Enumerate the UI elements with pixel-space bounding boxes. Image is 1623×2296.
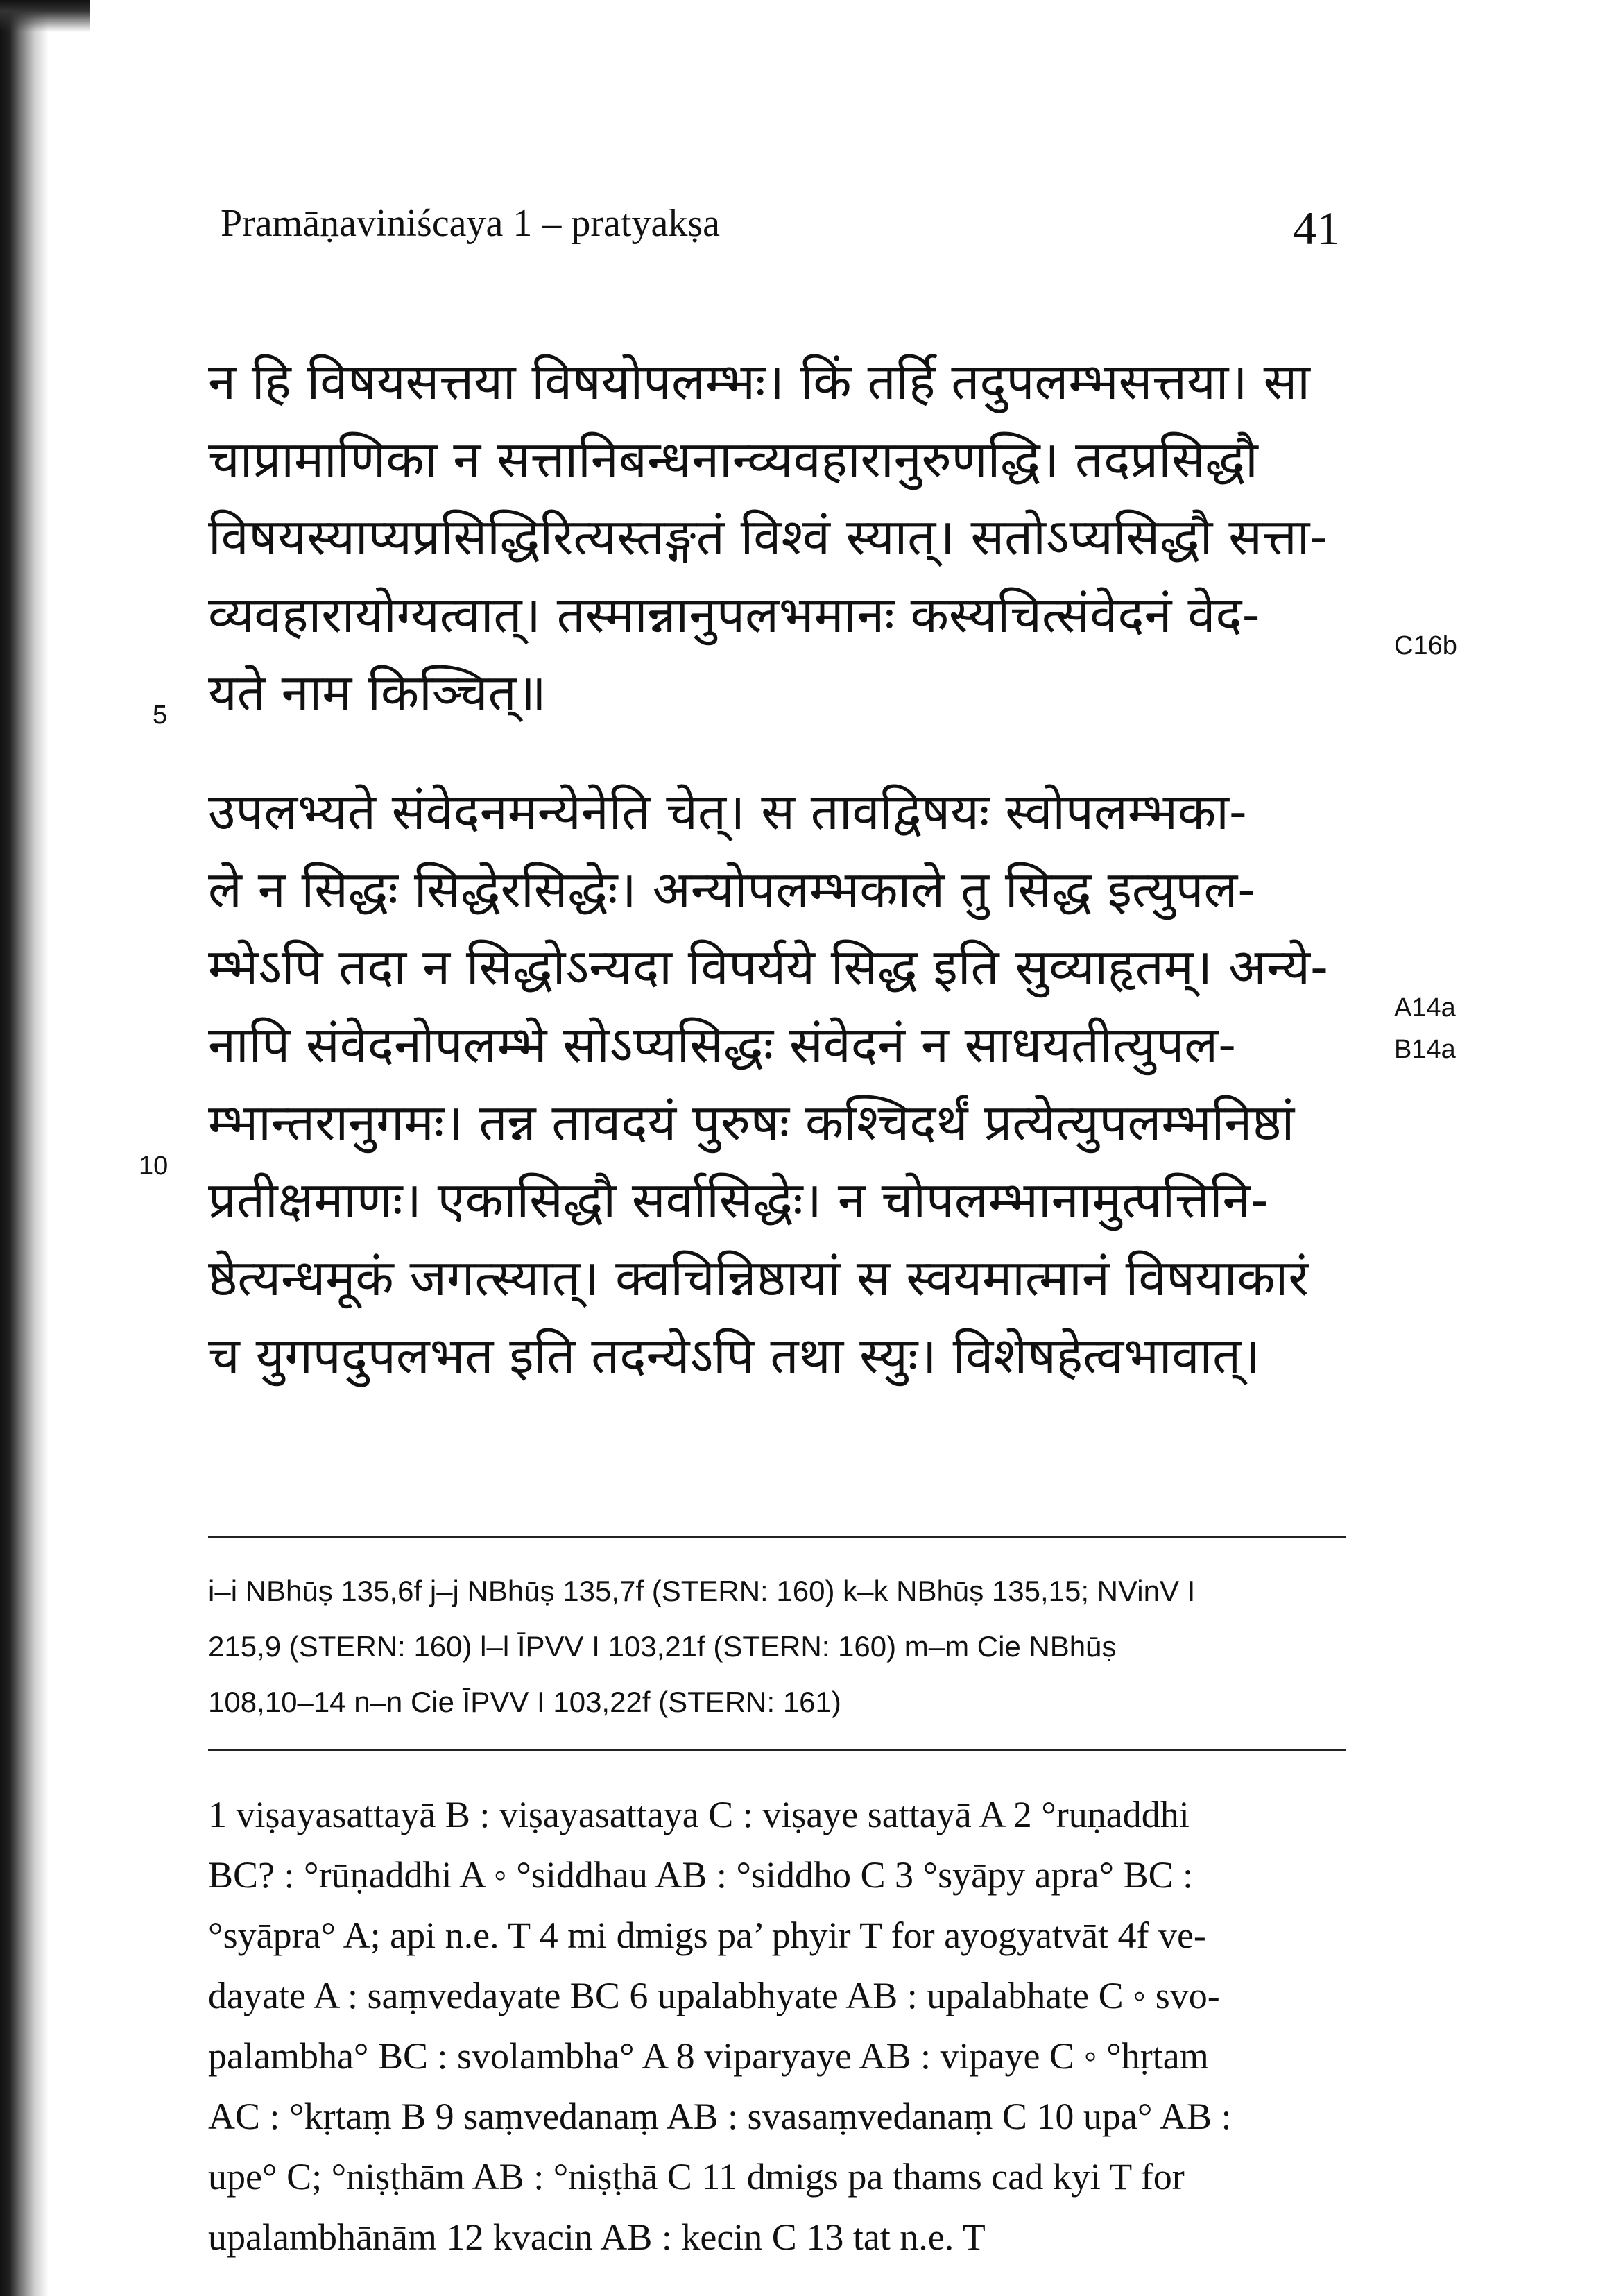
sanskrit-line: ले न सिद्धः सिद्धेरसिद्धेः। अन्योपलम्भकाले तु सिद्ध इत्युपल- — [208, 860, 1256, 918]
testimonia-line: 108,10–14 n–n Cie ĪPVV I 103,22f (STERN: 161) — [208, 1686, 841, 1718]
sanskrit-line: विषयस्याप्यप्रसिद्धिरित्यस्तङ्गतं विश्वं स्यात्। सतोऽप्यसिद्धौ सत्ता- — [208, 508, 1328, 566]
sanskrit-line: प्रतीक्षमाणः। एकासिद्धौ सर्वासिद्धेः। न चोपलम्भानामुत्पत्तिनि- — [208, 1171, 1269, 1229]
page-corner-shadow — [0, 0, 90, 42]
apparatus-line: upalambhānām 12 kvacin AB : kecin C 13 tat n.e. T — [208, 2216, 986, 2258]
sanskrit-line: न हि विषयसत्तया विषयोपलम्भः। किं तर्हि तदुपलम्भसत्तया। सा — [208, 352, 1310, 411]
line-number: 5 — [153, 701, 168, 730]
sanskrit-line: चाप्रामाणिका न सत्तानिबन्धनान्व्यवहारानुरुणद्धि। तदप्रसिद्धौ — [208, 430, 1258, 488]
sanskrit-line: नापि संवेदनोपलम्भे सोऽप्यसिद्धः संवेदनं न साधयतीत्युपल- — [208, 1016, 1237, 1074]
sanskrit-line: उपलभ्यते संवेदनमन्येनेति चेत्। स तावद्विषयः स्वोपलम्भका- — [208, 782, 1247, 841]
line-number: 10 — [139, 1151, 169, 1181]
sanskrit-line: म्भान्तरानुगमः। तन्न तावदयं पुरुषः कश्चिदर्थं प्रत्येत्युपलम्भनिष्ठां — [208, 1093, 1295, 1151]
testimonia-line: i–i NBhūṣ 135,6f j–j NBhūṣ 135,7f (STERN: 160) k–k NBhūṣ 135,15; NVinV I — [208, 1575, 1196, 1607]
apparatus-line: °syāpra° A; api n.e. T 4 mi dmigs pa’ phyir T for ayogyatvāt 4f ve- — [208, 1914, 1206, 1956]
footnote-rule — [208, 1536, 1346, 1538]
sanskrit-line: ष्ठेत्यन्धमूकं जगत्स्यात्। क्वचिन्निष्ठायां स स्वयमात्मानं विषयाकारं — [208, 1249, 1309, 1307]
apparatus-line: dayate A : saṃvedayate BC 6 upalabhyate AB : upalabhate C ◦ svo- — [208, 1975, 1220, 2016]
running-header: Pramāṇaviniścaya 1 – pratyakṣa — [221, 202, 720, 245]
apparatus-line: BC? : °rūṇaddhi A ◦ °siddhau AB : °siddho C 3 °syāpy apra° BC : — [208, 1854, 1194, 1896]
apparatus-line: 1 viṣayasattayā B : viṣayasattaya C : viṣaye sattayā A 2 °ruṇaddhi — [208, 1794, 1190, 1835]
margin-ref: A14a — [1394, 993, 1456, 1022]
book-spine-shadow — [0, 0, 49, 2296]
sanskrit-line: म्भेऽपि तदा न सिद्धोऽन्यदा विपर्यये सिद्ध इति सुव्याहृतम्। अन्ये- — [208, 938, 1329, 996]
testimonia-line: 215,9 (STERN: 160) l–l ĪPVV I 103,21f (STERN: 160) m–m Cie NBhūṣ — [208, 1630, 1117, 1663]
apparatus-rule — [208, 1749, 1346, 1751]
margin-ref: B14a — [1394, 1035, 1456, 1064]
apparatus-line: AC : °kṛtaṃ B 9 saṃvedanaṃ AB : svasaṃvedanaṃ C 10 upa° AB : — [208, 2096, 1232, 2137]
sanskrit-line: व्यवहारायोग्यत्वात्। तस्मान्नानुपलभमानः कस्यचित्संवेदनं वेद- — [208, 585, 1260, 644]
apparatus-line: upe° C; °niṣṭhām AB : °niṣṭhā C 11 dmigs pa thams cad kyi T for — [208, 2156, 1185, 2198]
apparatus-line: palambha° BC : svolambha° A 8 viparyaye AB : vipaye C ◦ °hṛtam — [208, 2035, 1209, 2077]
margin-ref: C16b — [1394, 631, 1457, 660]
sanskrit-line: यते नाम किञ्चित्॥ — [208, 663, 547, 721]
page-number: 41 — [1293, 202, 1340, 255]
sanskrit-line: च युगपदुपलभत इति तदन्येऽपि तथा स्युः। विशेषहेत्वभावात्। — [208, 1326, 1260, 1385]
